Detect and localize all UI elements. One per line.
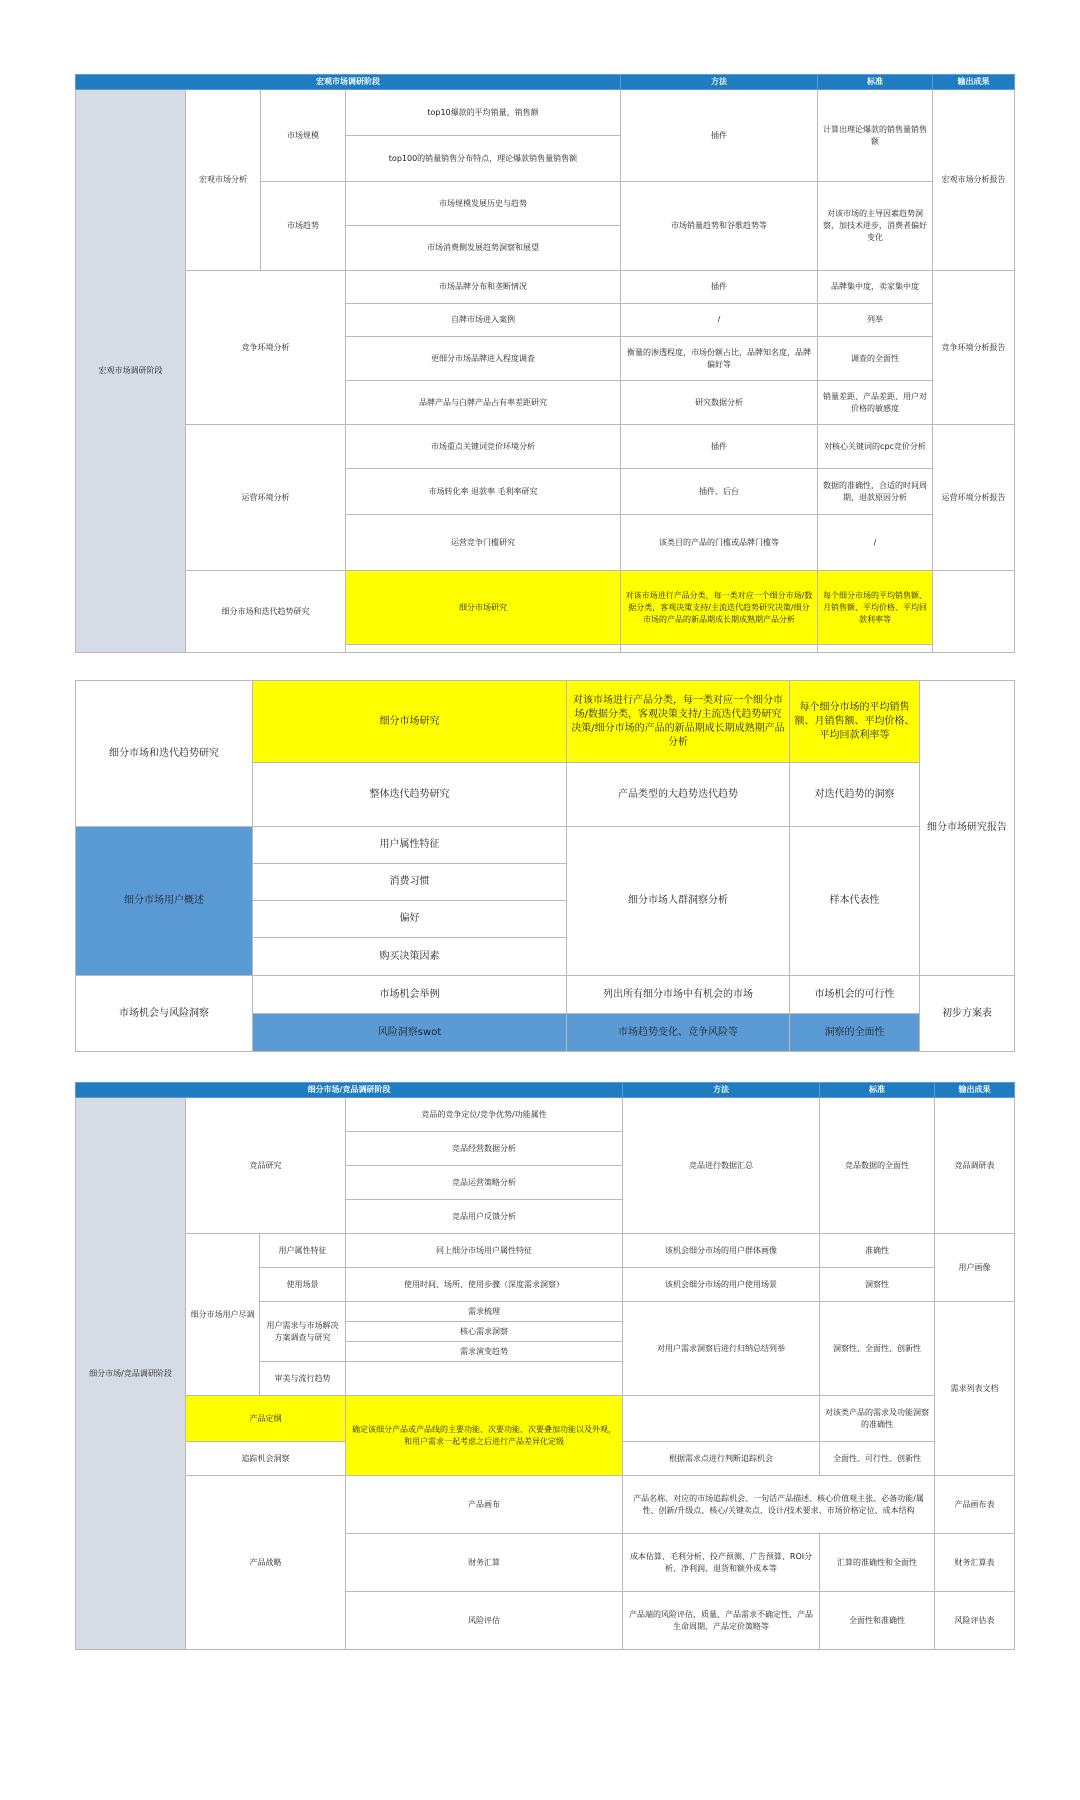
item-cell: 市场重点关键词竞价环境分析 <box>346 425 621 469</box>
scene-cell: 使用场景 <box>260 1268 346 1302</box>
output-cell <box>933 571 1015 653</box>
header-stage: 细分市场/竞品调研阶段 <box>76 1083 623 1098</box>
needs-doc-cell: 需求列表文档 <box>935 1302 1015 1476</box>
method-cell: 插件 <box>621 90 818 182</box>
method-cell: 插件 <box>621 425 818 469</box>
spacer-cell <box>621 645 818 653</box>
comp-method-cell: 竞品进行数据汇总 <box>623 1098 820 1234</box>
macro-analysis-cell: 宏观市场分析 <box>186 90 261 271</box>
standard-cell: 计算出理论爆款的销售量销售额 <box>818 90 933 182</box>
finance-cell: 财务汇算 <box>346 1534 623 1592</box>
needs-plan-cell: 用户需求与市场解决方案调查与研究 <box>260 1302 346 1362</box>
scene-desc-cell: 使用时间、场所、使用步骤（深度需求洞察） <box>346 1268 623 1302</box>
ops-env-cell: 运营环境分析 <box>186 425 346 571</box>
item-cell: 市场消费侧发展趋势洞察和展望 <box>346 226 621 271</box>
output-cell: 竞争环境分析报告 <box>933 271 1015 425</box>
prod-def-output-cell: 产品画布表 <box>935 1476 1015 1534</box>
needs-item-cell: 需求梳理 <box>346 1302 623 1322</box>
seg-standard-cell: 每个细分市场的平均销售额、月销售额、平均价格、平均回款利率等 <box>818 571 933 645</box>
seg-standard-cell: 每个细分市场的平均销售额、月销售额、平均价格、平均回款利率等 <box>790 681 920 763</box>
standard-cell: 对该市场的主导因素趋势洞察，加技术进步，消费者偏好变化 <box>818 182 933 271</box>
competitor-research-table <box>75 1082 1015 1650</box>
item-cell: 运营竞争门槛研究 <box>346 515 621 571</box>
prod-def-cell: 产品画布 <box>346 1476 623 1534</box>
crowd-insight-cell: 细分市场人群洞察分析 <box>567 827 790 976</box>
standard-cell: 数据的准确性，合适的时间周期，退款原因分析 <box>818 469 933 515</box>
sample-cell: 样本代表性 <box>790 827 920 976</box>
standard-cell: 列举 <box>818 304 933 337</box>
user-needs-cell: 细分市场用户尽调 <box>186 1234 260 1396</box>
positioning-cell: 产品定纲 <box>186 1396 346 1442</box>
insight-comp-cell: 洞察的全面性 <box>790 1014 920 1052</box>
strategy-cell: 产品战略 <box>186 1476 346 1650</box>
big-trend-cell: 产品类型的大趋势迭代趋势 <box>567 763 790 827</box>
risk-standard-cell: 全面性和准确性 <box>820 1592 935 1650</box>
seg-report-cell: 细分市场研究报告 <box>920 681 1015 976</box>
item-cell: top100的销量销售分布特点，理论爆款销售量销售额 <box>346 136 621 182</box>
comp-item-cell: 竞品经营数据分析 <box>346 1132 623 1166</box>
output-cell: 运营环境分析报告 <box>933 425 1015 571</box>
item-cell: 更细分市场品牌进入程度调查 <box>346 337 621 381</box>
item-cell: 市场品牌分布和垄断情况 <box>346 271 621 304</box>
finance-standard-cell: 汇算的准确性和全面性 <box>820 1534 935 1592</box>
needs-item-cell: 核心需求洞察 <box>346 1322 623 1342</box>
method-cell: 插件 <box>621 271 818 304</box>
attr-cell: 用户属性特征 <box>260 1234 346 1268</box>
standard-cell: / <box>818 515 933 571</box>
method-cell: 该类目的产品的门槛或品牌门槛等 <box>621 515 818 571</box>
item-cell: top10爆款的平均销量，销售额 <box>346 90 621 136</box>
header-output: 输出成果 <box>935 1083 1015 1098</box>
chance-standard-cell: 全面性、可行性、创新性 <box>820 1442 935 1476</box>
seg-study-cell: 细分市场研究 <box>346 571 621 645</box>
spacer-cell <box>818 645 933 653</box>
finance-method-cell: 成本估算、毛利分析、投产预测、广告预算、ROI分析、净利润、退货和额外成本等 <box>623 1534 820 1592</box>
standard-cell: 品牌集中度，卖家集中度 <box>818 271 933 304</box>
aesthetic-cell: 审美与流行趋势 <box>260 1362 346 1396</box>
opp-risk-cell: 市场机会与风险洞察 <box>76 976 253 1052</box>
header-output: 输出成果 <box>933 75 1015 90</box>
overall-iter-cell: 整体迭代趋势研究 <box>253 763 567 827</box>
market-trend-cell: 市场趋势 <box>261 182 346 271</box>
positioning-desc-cell: 确定该细分产品或产品线的主要功能、次要功能、次要叠加功能以及外观，和用户需求一起考虑之后进行产品差异化定级 <box>346 1396 623 1476</box>
risk-output-cell: 风险评估表 <box>935 1592 1015 1650</box>
header-standard: 标准 <box>820 1083 935 1098</box>
item-cell: 市场规模发展历史与趋势 <box>346 182 621 226</box>
header-method: 方法 <box>623 1083 820 1098</box>
user-attr-cell: 用户属性特征 <box>253 827 567 864</box>
trend-change-cell: 市场趋势变化、竞争风险等 <box>567 1014 790 1052</box>
comp-study-cell: 竞品研究 <box>186 1098 346 1234</box>
needs-method-cell: 对用户需求洞察后进行归纳总结列举 <box>623 1302 820 1396</box>
user-overview-cell: 细分市场用户概述 <box>76 827 253 976</box>
risk-method-cell: 产品端的风险评估，质量、产品需求不确定性、产品生命周期、产品定价策略等 <box>623 1592 820 1650</box>
scene-standard-cell: 洞察性 <box>820 1268 935 1302</box>
stage-cell: 细分市场/竞品调研阶段 <box>76 1098 186 1650</box>
comp-output-cell: 竞品调研表 <box>935 1098 1015 1234</box>
macro-research-table <box>75 74 1015 653</box>
attr-method-cell: 该机会细分市场的用户群体画像 <box>623 1234 820 1268</box>
seg-method-cell: 对该市场进行产品分类，每一类对应一个细分市场/数据分类，客观决策支持/主流迭代趋势研究决策/细分市场的产品的新品期成长期成熟期产品分析 <box>567 681 790 763</box>
chance-method-cell: 根据需求点进行判断追踪机会 <box>623 1442 820 1476</box>
scene-method-cell: 该机会细分市场的用户使用场景 <box>623 1268 820 1302</box>
standard-cell: 对核心关键词的cpc竞价分析 <box>818 425 933 469</box>
needs-standard-cell: 洞察性、全面性、创新性 <box>820 1302 935 1396</box>
item-cell: 自牌市场进入案例 <box>346 304 621 337</box>
portrait-cell: 用户画像 <box>935 1234 1015 1302</box>
empty-cell <box>623 1396 820 1442</box>
risk-swot-cell: 风险洞察swot <box>253 1014 567 1052</box>
item-cell: 品牌产品与白牌产品占有率差距研究 <box>346 381 621 425</box>
finance-output-cell: 财务汇算表 <box>935 1534 1015 1592</box>
attr-desc-cell: 同上细分市场用户属性特征 <box>346 1234 623 1268</box>
market-size-cell: 市场规模 <box>261 90 346 182</box>
spacer-cell <box>346 645 621 653</box>
comp-standard-cell: 竞品数据的全面性 <box>820 1098 935 1234</box>
standard-cell: 调查的全面性 <box>818 337 933 381</box>
stage-cell: 宏观市场调研阶段 <box>76 90 186 653</box>
method-cell: 衡量的渗透程度，市场份额占比，品牌知名度，品牌偏好等 <box>621 337 818 381</box>
seg-study-cell: 细分市场研究 <box>253 681 567 763</box>
comp-item-cell: 竞品运营策略分析 <box>346 1166 623 1200</box>
needs-item-cell: 需求演变趋势 <box>346 1342 623 1362</box>
seg-method-cell: 对该市场进行产品分类，每一类对应一个细分市场/数据分类，客观决策支持/主流迭代趋势研究决策/细分市场的产品的新品期成长期成熟期产品分析 <box>621 571 818 645</box>
list-opp-cell: 列出所有细分市场中有机会的市场 <box>567 976 790 1014</box>
output-cell: 宏观市场分析报告 <box>933 90 1015 271</box>
comp-item-cell: 竞品的竞争定位/竞争优势/功能属性 <box>346 1098 623 1132</box>
item-cell: 市场转化率 退款率 毛利率研究 <box>346 469 621 515</box>
prod-def-method-cell: 产品名称、对应的市场追踪机会、一句话产品描述、核心价值观主张、必备功能/属性、创新/升级点、核心/关键卖点、设计/技术要求、市场价格定位、成本结构 <box>623 1476 935 1534</box>
preference-cell: 偏好 <box>253 901 567 938</box>
header-standard: 标准 <box>818 75 933 90</box>
decision-cell: 购买决策因素 <box>253 938 567 976</box>
comp-item-cell: 竞品用户反馈分析 <box>346 1200 623 1234</box>
prelim-cell: 初步方案表 <box>920 976 1015 1052</box>
opp-list-cell: 市场机会举例 <box>253 976 567 1014</box>
segment-research-table <box>75 680 1015 1052</box>
risk-cell: 风险评估 <box>346 1592 623 1650</box>
header-method: 方法 <box>621 75 818 90</box>
positioning-standard-cell: 对该类产品的需求及功能洞察的准确性 <box>820 1396 935 1442</box>
header-stage: 宏观市场调研阶段 <box>76 75 621 90</box>
seg-iter-cell: 细分市场和迭代趋势研究 <box>76 681 253 827</box>
chance-cell: 追踪机会洞察 <box>186 1442 346 1476</box>
method-cell: 市场销量趋势和谷歌趋势等 <box>621 182 818 271</box>
attr-standard-cell: 准确性 <box>820 1234 935 1268</box>
standard-cell: 销量差距、产品差距、用户对价格的敏感度 <box>818 381 933 425</box>
method-cell: / <box>621 304 818 337</box>
competition-env-cell: 竞争环境分析 <box>186 271 346 425</box>
feasibility-cell: 市场机会的可行性 <box>790 976 920 1014</box>
iter-insight-cell: 对迭代趋势的洞察 <box>790 763 920 827</box>
seg-iter-cell: 细分市场和迭代趋势研究 <box>186 571 346 653</box>
method-cell: 研究数据分析 <box>621 381 818 425</box>
empty-cell <box>346 1362 623 1396</box>
habit-cell: 消费习惯 <box>253 864 567 901</box>
method-cell: 插件、后台 <box>621 469 818 515</box>
